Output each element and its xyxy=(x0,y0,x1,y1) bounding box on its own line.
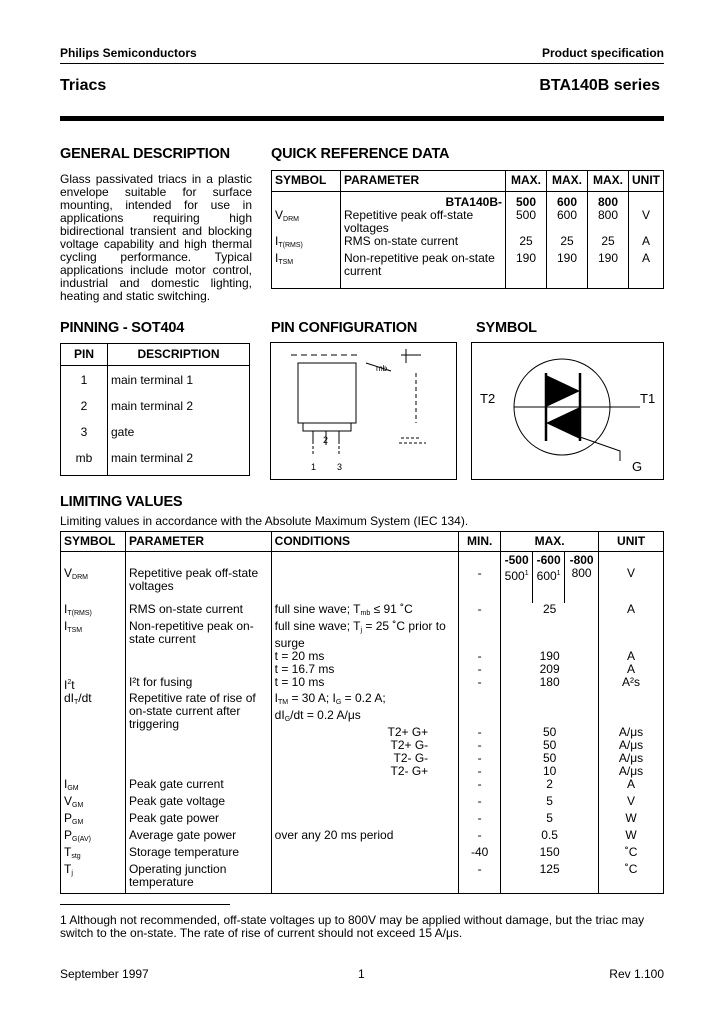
pin-config-title: PIN CONFIGURATION xyxy=(271,320,418,336)
lv-min: - xyxy=(459,795,501,812)
lv-min: - xyxy=(459,603,501,620)
lv-max: 50 xyxy=(501,752,599,765)
lv-cond: full sine wave; $T_j = 25$ ˚C prior to surge xyxy=(271,620,459,650)
pin-config-diagram xyxy=(270,342,457,480)
qrd-value: 190 xyxy=(547,252,588,288)
mb-label: mb xyxy=(376,364,388,373)
qrd-title: QUICK REFERENCE DATA xyxy=(271,146,450,162)
pinning-table xyxy=(60,343,250,476)
header-rule xyxy=(60,63,664,64)
lv-unit: A xyxy=(627,649,636,663)
lv-symbol: $I_{GM}$ xyxy=(61,778,126,795)
qrd-head-max: MAX. xyxy=(588,171,629,192)
lv-max: 2 xyxy=(501,778,599,795)
pin3-label: 3 xyxy=(337,462,343,472)
lv-param: Average gate power xyxy=(125,829,271,846)
company-name: Philips Semiconductors xyxy=(60,46,197,60)
lv-param: Peak gate voltage xyxy=(125,795,271,812)
lv-param: Peak gate power xyxy=(125,812,271,829)
lv-max: 180 xyxy=(501,676,599,692)
limiting-values-title: LIMITING VALUES xyxy=(60,494,183,510)
sot404-package-drawing xyxy=(271,343,457,479)
lv-unit: W xyxy=(625,828,637,842)
lv-max: 150 xyxy=(501,846,599,863)
pin-number: 3 xyxy=(61,418,108,444)
lv-symbol: $T_{stg}$ xyxy=(61,846,126,863)
qrd-symbol: $V_{DRM}$ xyxy=(272,209,341,235)
lv-param: I²t for fusing xyxy=(125,676,271,692)
lv-max: 25 xyxy=(501,603,599,620)
lv-max: 5 xyxy=(501,812,599,829)
pin2-label: 2 xyxy=(323,435,329,445)
general-description-title: GENERAL DESCRIPTION xyxy=(60,146,230,162)
lv-symbol: $P_{G(AV)}$ xyxy=(61,829,126,846)
lv-param: Operating junction temperature xyxy=(125,863,271,893)
lv-max: 0.5 xyxy=(501,829,599,846)
lv-min: - xyxy=(459,812,501,829)
lv-unit: A/μs xyxy=(618,764,644,778)
header-thick-rule xyxy=(60,116,664,121)
lv-symbol: $P_{GM}$ xyxy=(61,812,126,829)
lv-cond: $I_{TM} = 30$ A; $I_G = 0.2$ A; xyxy=(271,692,459,709)
description-head: DESCRIPTION xyxy=(137,347,220,361)
lv-variant: -600 xyxy=(533,552,565,568)
qrd-head-unit: UNIT xyxy=(632,173,660,187)
lv-quadrant: T2+ G+ xyxy=(271,726,459,739)
qrd-head-param: PARAMETER xyxy=(341,171,506,192)
qrd-variant-label: BTA140B- xyxy=(341,192,506,210)
document-type: Product specification xyxy=(541,46,664,60)
lv-cond xyxy=(271,812,459,829)
pin-description: gate xyxy=(111,424,135,439)
lv-cond: over any 20 ms period xyxy=(271,829,459,846)
part-number: BTA140B series xyxy=(539,77,660,94)
lv-unit: A xyxy=(627,777,636,791)
lv-symbol: $T_j$ xyxy=(61,863,126,893)
lv-param: Storage temperature xyxy=(125,846,271,863)
qrd-value: 25 xyxy=(588,235,629,252)
lv-head-min: MIN. xyxy=(459,532,501,552)
lv-max: 190 xyxy=(501,650,599,663)
lv-symbol: $V_{GM}$ xyxy=(61,795,126,812)
lv-min: - xyxy=(459,752,501,765)
pin1-label: 1 xyxy=(311,462,317,472)
pin-description: main terminal 2 xyxy=(111,398,194,413)
pinning-title: PINNING - SOT404 xyxy=(60,320,185,336)
lv-max: 10 xyxy=(501,765,599,778)
pin-number: 2 xyxy=(61,392,108,418)
lv-unit: A xyxy=(627,662,636,676)
qrd-variant: 500 xyxy=(506,192,547,210)
qrd-unit: V xyxy=(641,208,650,222)
lv-quadrant: T2- G+ xyxy=(271,765,459,778)
lv-max: $600^1$ xyxy=(533,567,565,603)
t2-label: T2 xyxy=(480,391,496,406)
lv-min: - xyxy=(459,650,501,663)
lv-cond xyxy=(271,863,459,893)
footnote: 1 Although not recommended, off-state voltages up to 800V may be applied without damage, but the triac may switch to the on-state. The rate of rise of current should not exceed 15 A/μs. xyxy=(60,913,645,940)
qrd-param: Non-repetitive peak on-state current xyxy=(341,252,506,288)
qrd-variant: 600 xyxy=(547,192,588,210)
lv-cond: t = 20 ms xyxy=(271,650,459,663)
qrd-variant: 800 xyxy=(588,192,629,210)
qrd-param: RMS on-state current xyxy=(341,235,506,252)
qrd-value: 25 xyxy=(547,235,588,252)
qrd-value: 500 xyxy=(506,209,547,235)
lv-unit: A²s xyxy=(622,675,641,689)
t1-label: T1 xyxy=(640,391,656,406)
product-family: Triacs xyxy=(60,77,107,94)
triac-symbol-box xyxy=(471,342,664,480)
lv-max: 209 xyxy=(501,663,599,676)
qrd-symbol: $I_{T(RMS)}$ xyxy=(272,235,341,252)
lv-unit: A/μs xyxy=(618,751,644,765)
lv-cond xyxy=(271,778,459,795)
lv-min: -40 xyxy=(459,846,501,863)
lv-symbol: $I_{T(RMS)}$ xyxy=(61,603,126,620)
lv-unit: A/μs xyxy=(618,738,644,752)
lv-head-cond: CONDITIONS xyxy=(271,532,459,552)
qrd-value: 25 xyxy=(506,235,547,252)
lv-param: Peak gate current xyxy=(125,778,271,795)
lv-head-symbol: SYMBOL xyxy=(61,532,126,552)
lv-unit: ˚C xyxy=(624,862,638,876)
qrd-value: 600 xyxy=(547,209,588,235)
qrd-value: 190 xyxy=(506,252,547,288)
limiting-values-intro: Limiting values in accordance with the Absolute Maximum System (IEC 134). xyxy=(60,514,469,528)
lv-unit: ˚C xyxy=(624,845,638,859)
lv-max: 5 xyxy=(501,795,599,812)
lv-head-param: PARAMETER xyxy=(125,532,271,552)
page-number: 1 xyxy=(358,967,365,981)
qrd-table xyxy=(271,170,664,289)
limiting-values-table xyxy=(60,531,664,894)
general-description-text: Glass passivated triacs in a plastic envelope suitable for surface mounting, intended for use in applications requiring high bidirectional transient and blocking voltage capability and high thermal cycling performance. Typical applications include motor control, industrial and domestic lighting, heating and static switching. xyxy=(60,172,252,303)
lv-cond: t = 10 ms xyxy=(271,676,459,692)
lv-cond: $dI_G/dt = 0.2$ A/μs xyxy=(271,709,459,726)
lv-param: Repetitive rate of rise of on-state current after triggering xyxy=(125,692,271,739)
qrd-head-symbol: SYMBOL xyxy=(272,171,341,192)
lv-unit: W xyxy=(625,811,637,825)
qrd-symbol: $I_{TSM}$ xyxy=(272,252,341,288)
qrd-param: Repetitive peak off-state voltages xyxy=(341,209,506,235)
lv-cond: t = 16.7 ms xyxy=(271,663,459,676)
lv-variant: -500 xyxy=(501,552,533,568)
lv-param: Non-repetitive peak on-state current xyxy=(125,620,271,650)
pin-number: mb xyxy=(61,444,108,476)
lv-quadrant: T2- G- xyxy=(271,752,459,765)
lv-min: - xyxy=(459,739,501,752)
lv-cond xyxy=(271,795,459,812)
lv-param: Repetitive peak off-state voltages xyxy=(125,567,271,603)
g-label: G xyxy=(632,459,643,474)
lv-unit: A/μs xyxy=(618,725,644,739)
pin-description: main terminal 2 xyxy=(111,450,194,465)
lv-min: - xyxy=(459,829,501,846)
pin-number: 1 xyxy=(61,366,108,392)
lv-min: - xyxy=(459,778,501,795)
lv-cond xyxy=(271,846,459,863)
lv-variant: -800 xyxy=(565,552,599,568)
footnote-rule xyxy=(60,904,230,905)
lv-min: - xyxy=(459,726,501,739)
qrd-unit: A xyxy=(641,234,650,248)
footer-date: September 1997 xyxy=(60,967,149,981)
lv-cond: full sine wave; $T_{mb} \le 91$ ˚C xyxy=(271,603,459,620)
lv-min: - xyxy=(459,663,501,676)
lv-max: 125 xyxy=(501,863,599,893)
lv-min: - xyxy=(459,567,501,603)
qrd-value: 190 xyxy=(588,252,629,288)
lv-max: 800 xyxy=(565,567,599,603)
qrd-head-max: MAX. xyxy=(547,171,588,192)
lv-symbol: $I_{TSM}$ xyxy=(61,620,126,650)
lv-symbol: $V_{DRM}$ xyxy=(61,567,126,603)
pin-head: PIN xyxy=(61,344,108,366)
qrd-unit: A xyxy=(641,251,650,265)
lv-symbol: $I^2t$ xyxy=(61,676,126,692)
lv-param: RMS on-state current xyxy=(125,603,271,620)
lv-unit: V xyxy=(627,566,636,580)
pin-description: main terminal 1 xyxy=(111,373,194,387)
qrd-head-max: MAX. xyxy=(506,171,547,192)
triac-symbol-icon xyxy=(472,343,664,479)
symbol-title: SYMBOL xyxy=(476,320,537,336)
lv-quadrant: T2+ G- xyxy=(271,739,459,752)
lv-symbol: $dI_T/dt$ xyxy=(61,692,126,709)
lv-min: - xyxy=(459,863,501,893)
lv-unit: A xyxy=(627,602,636,616)
revision: Rev 1.100 xyxy=(609,967,664,981)
lv-head-max: MAX. xyxy=(501,532,599,552)
qrd-value: 800 xyxy=(588,209,629,235)
lv-unit: V xyxy=(627,794,636,808)
lv-max: 50 xyxy=(501,739,599,752)
lv-max: 50 xyxy=(501,726,599,739)
lv-min: - xyxy=(459,765,501,778)
lv-head-unit: UNIT xyxy=(617,534,646,548)
lv-max: $500^1$ xyxy=(501,567,533,603)
lv-min: - xyxy=(459,676,501,692)
